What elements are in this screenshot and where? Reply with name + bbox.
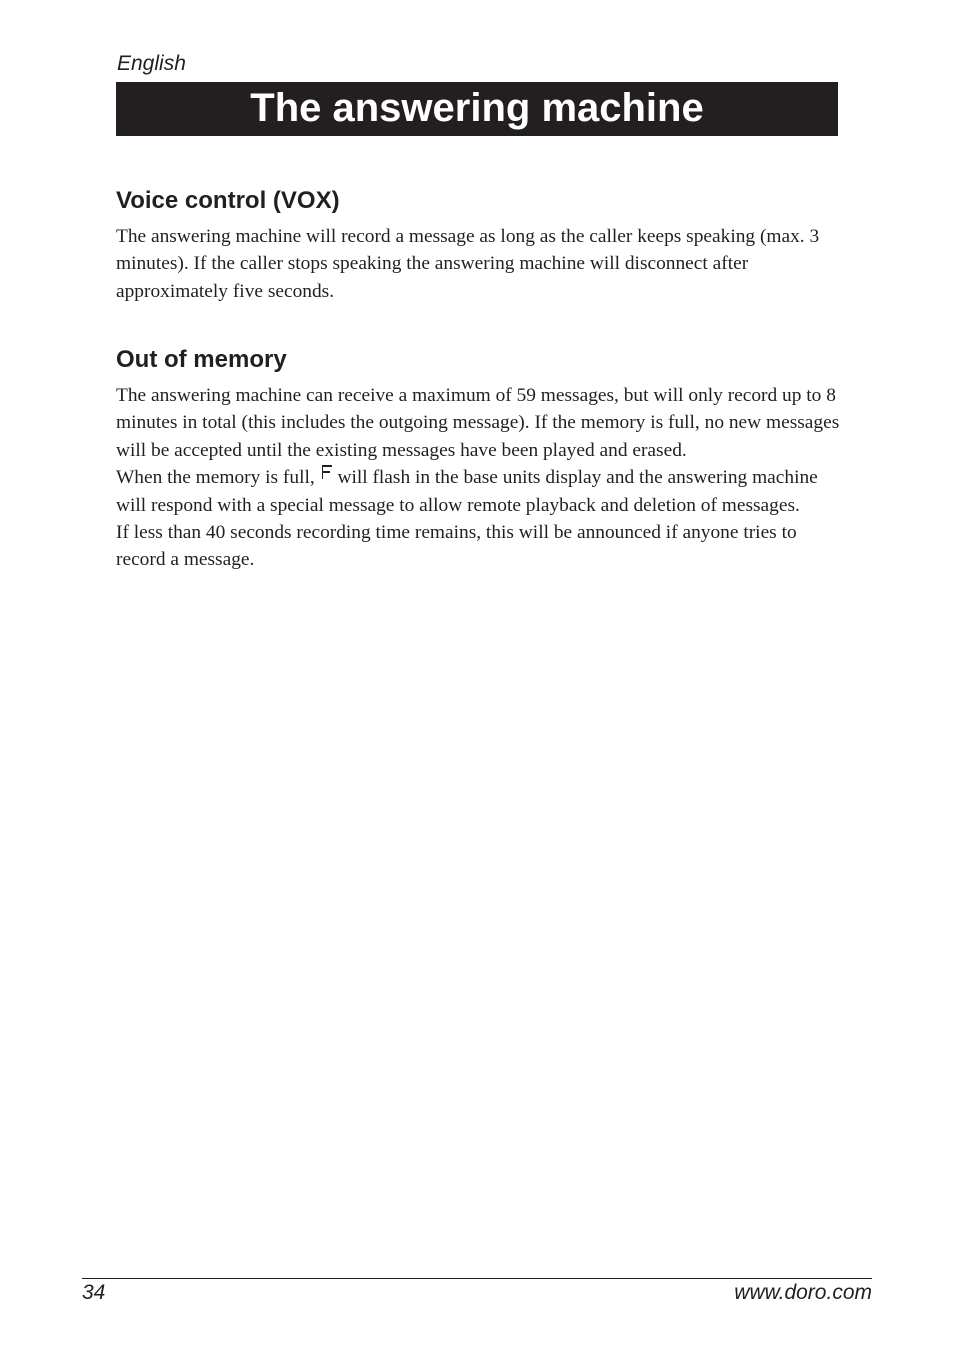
language-label: English — [117, 52, 186, 75]
memory-full-text-before: When the memory is full, — [116, 467, 315, 489]
footer-divider — [82, 1278, 872, 1279]
memory-full-text-after: will flash in the base units display and the answering machine will respond with a special message to allow remote playback and deletion of messages. — [116, 467, 818, 516]
website-link[interactable]: www.doro.com — [734, 1281, 872, 1304]
vox-paragraph: The answering machine will record a message as long as the caller keeps speaking (max. 3 minutes). If the caller stops speaking the answering machine will disconnect after approximately five seconds. — [116, 226, 820, 302]
section-heading-vox: Voice control (VOX) — [116, 187, 340, 214]
memory-full-paragraph — [116, 464, 840, 519]
segment-display-f-icon — [322, 465, 333, 479]
section-voice-control — [116, 186, 840, 305]
remaining-time-paragraph: If less than 40 seconds recording time remains, this will be announced if anyone tries to record a message. — [116, 522, 797, 571]
section-heading-memory: Out of memory — [116, 346, 287, 373]
memory-paragraph: The answering machine can receive a maximum of 59 messages, but will only record up to 8 minutes in total (this includes the outgoing message). If the memory is full, no new messages will be accepted until the existing messages have been played and erased. — [116, 385, 840, 461]
page-title: The answering machine — [250, 86, 704, 130]
page-number: 34 — [82, 1281, 106, 1304]
title-bar — [116, 82, 838, 136]
section-out-of-memory — [116, 345, 840, 574]
